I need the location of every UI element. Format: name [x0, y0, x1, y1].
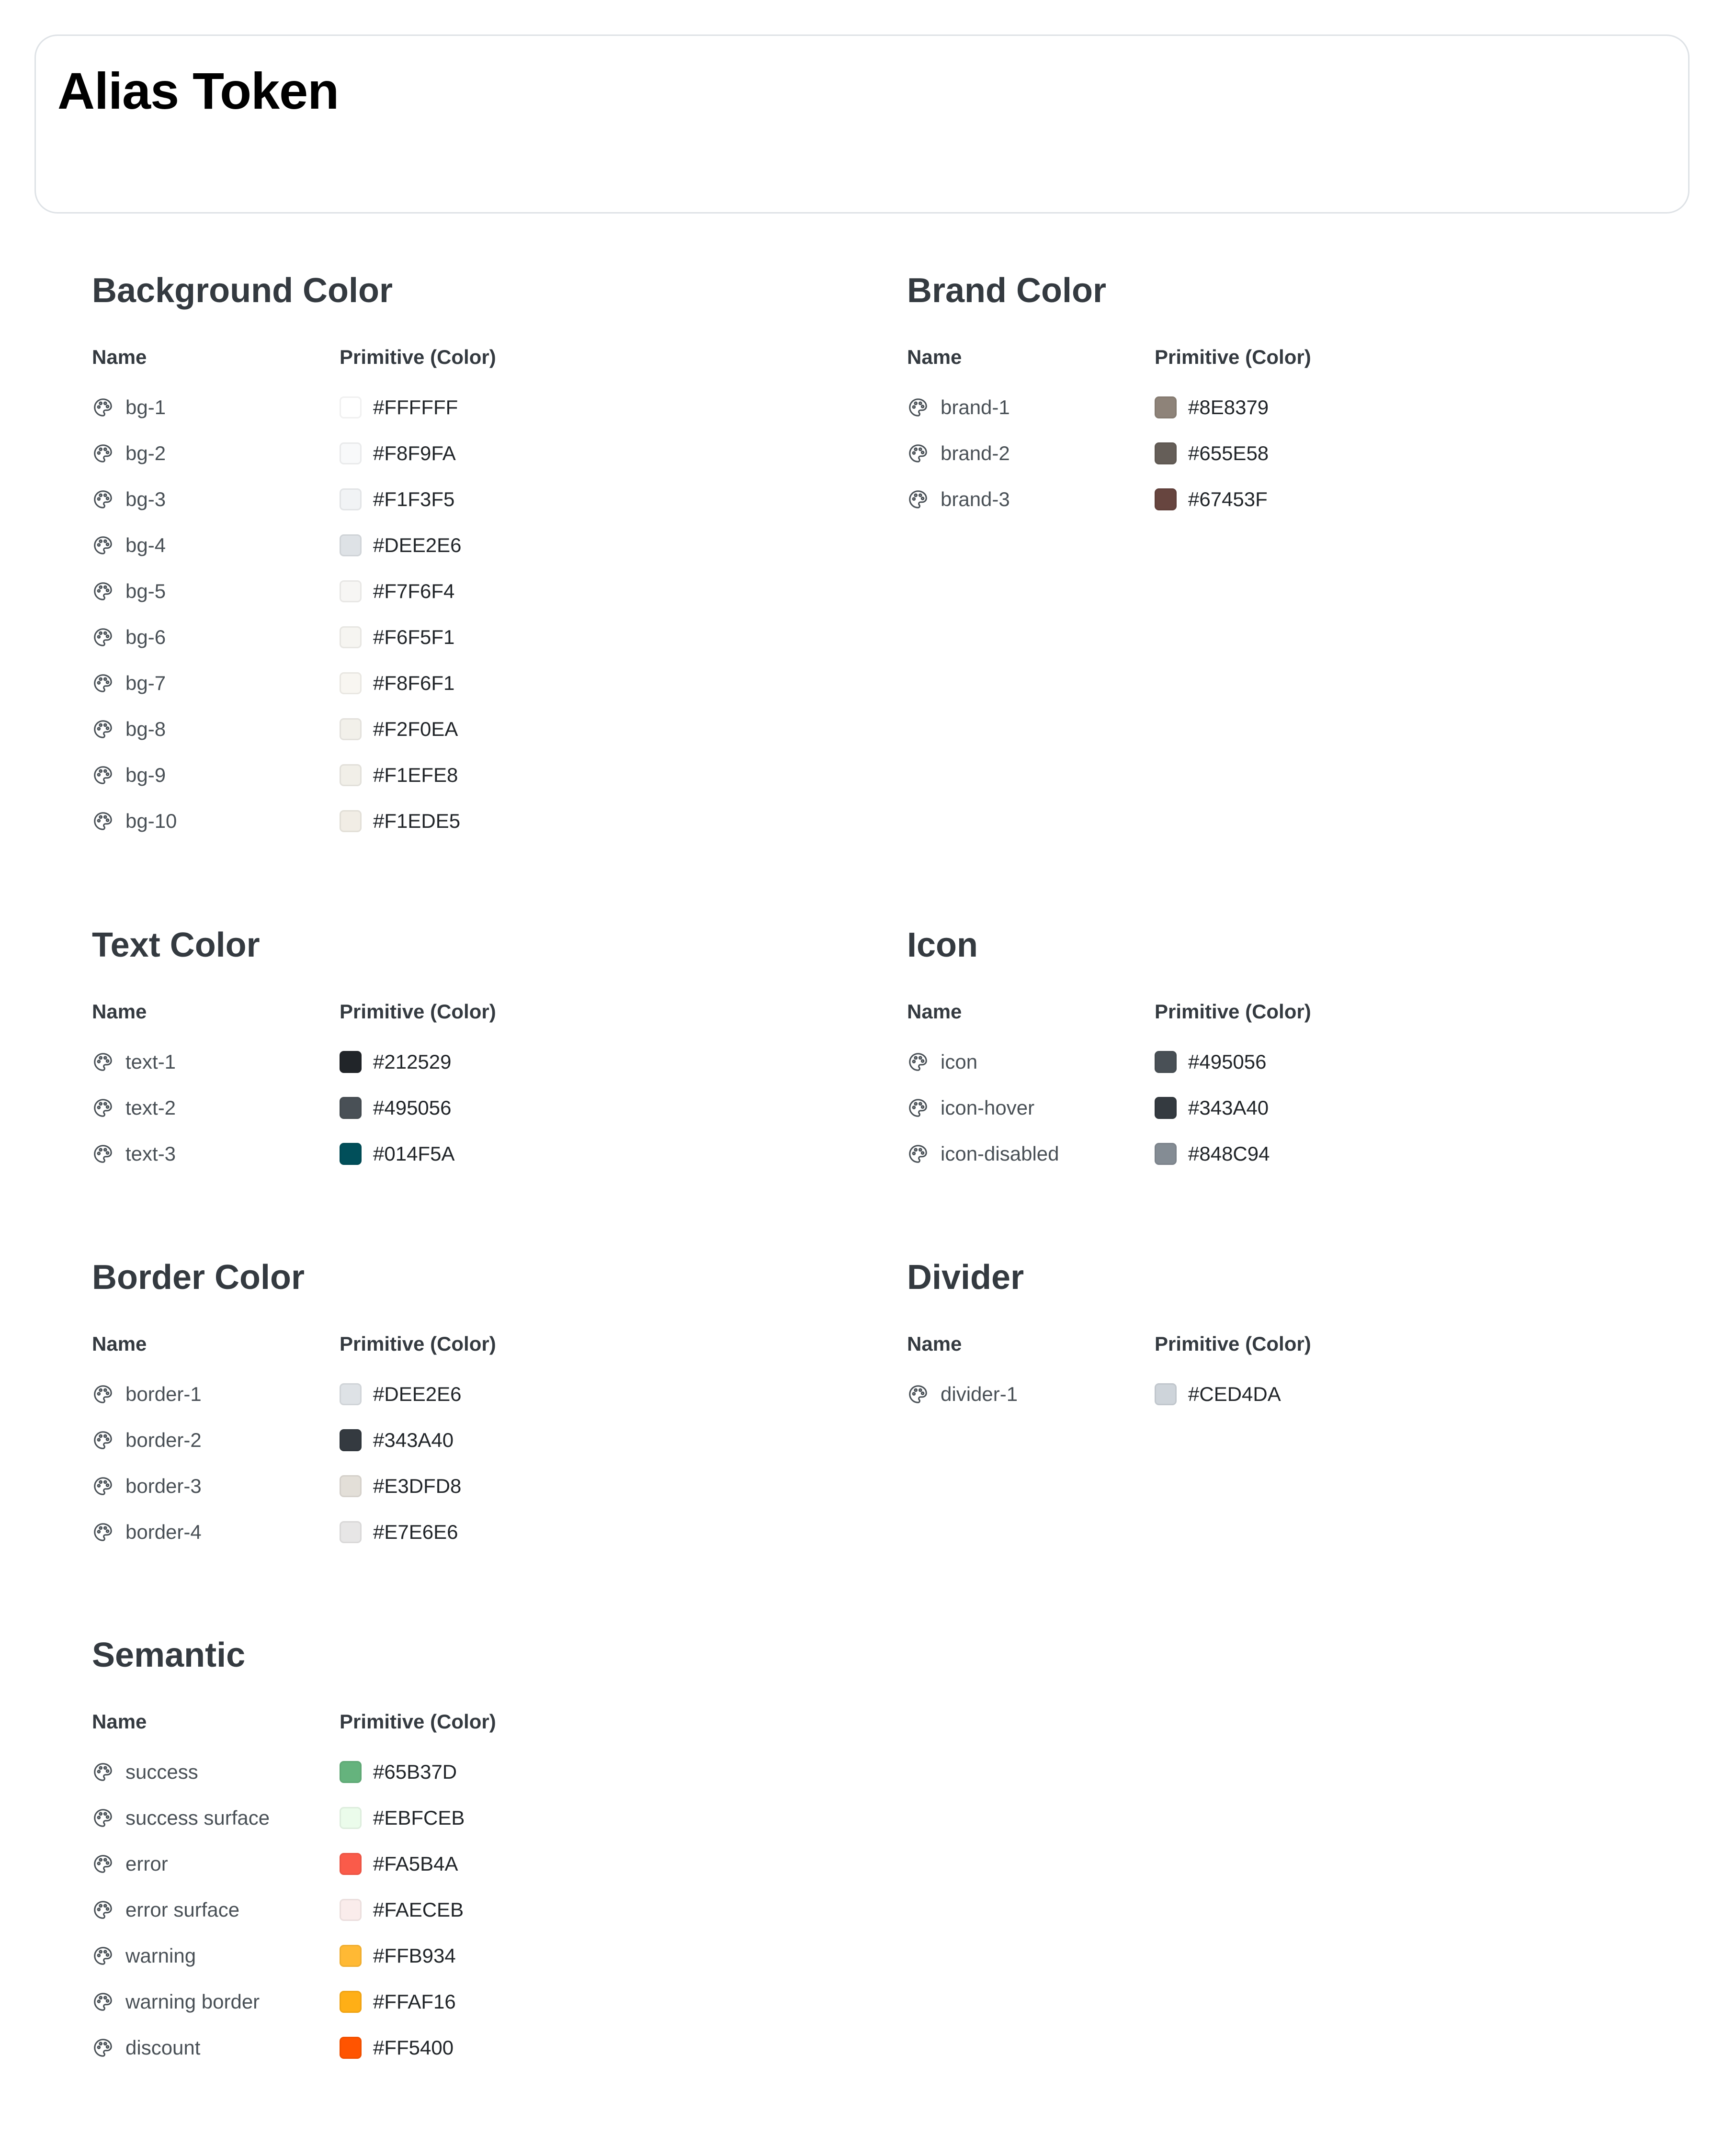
column-header-primitive: Primitive (Color) — [340, 346, 496, 368]
token-name-cell — [92, 1382, 340, 1407]
token-value: #FAECEB — [373, 1898, 464, 1921]
section-title: Semantic — [92, 1636, 246, 1674]
token-value-cell — [340, 1382, 461, 1407]
palette-icon — [92, 810, 114, 832]
color-swatch — [340, 488, 362, 510]
token-name-cell — [907, 395, 1155, 420]
token-row — [92, 660, 810, 706]
section-title: Divider — [907, 1258, 1024, 1297]
token-value: #F1F3F5 — [373, 488, 455, 510]
token-value-cell — [340, 809, 460, 834]
token-value: #655E58 — [1188, 442, 1269, 464]
token-list — [92, 1371, 810, 1555]
token-row — [92, 1131, 810, 1177]
token-row — [92, 568, 810, 614]
token-row — [907, 1039, 1625, 1085]
section-semantic — [92, 1636, 810, 2071]
token-value-cell — [1155, 1050, 1267, 1074]
column-header-primitive: Primitive (Color) — [340, 1710, 496, 1733]
token-name-cell — [907, 487, 1155, 512]
token-row — [92, 522, 810, 568]
token-row — [92, 430, 810, 476]
token-name: success — [125, 1761, 198, 1783]
token-name-cell — [92, 763, 340, 788]
token-value-cell — [340, 1428, 454, 1453]
palette-icon — [907, 488, 929, 510]
column-header-row — [92, 1332, 810, 1356]
token-row — [92, 1749, 810, 1795]
section-title: Background Color — [92, 271, 393, 310]
token-name-cell — [907, 441, 1155, 466]
section-title: Text Color — [92, 926, 260, 964]
palette-icon — [92, 764, 114, 786]
color-swatch — [1155, 442, 1177, 464]
token-name: error — [125, 1852, 168, 1875]
token-value: #FFAF16 — [373, 1990, 456, 2013]
column-header-primitive: Primitive (Color) — [1155, 1332, 1311, 1355]
token-name: bg-2 — [125, 442, 166, 464]
column-header-name: Name — [907, 346, 962, 368]
color-swatch — [340, 1051, 362, 1073]
color-swatch — [340, 1807, 362, 1829]
token-name: brand-3 — [941, 488, 1010, 510]
token-name-cell — [92, 579, 340, 604]
token-value-cell — [340, 1943, 456, 1968]
column-header-row — [92, 1709, 810, 1734]
token-value: #F7F6F4 — [373, 580, 455, 602]
token-value: #DEE2E6 — [373, 1383, 462, 1405]
token-name: brand-2 — [941, 442, 1010, 464]
palette-icon — [92, 1051, 114, 1073]
token-value: #014F5A — [373, 1142, 455, 1165]
token-row — [907, 1371, 1625, 1417]
section-icon — [907, 926, 1625, 1177]
token-value-cell — [1155, 1095, 1269, 1120]
token-value: #495056 — [1188, 1050, 1267, 1073]
token-name-cell — [92, 441, 340, 466]
token-value: #E7E6E6 — [373, 1521, 458, 1543]
color-swatch — [340, 626, 362, 648]
color-swatch — [1155, 1143, 1177, 1165]
column-header-row — [92, 345, 810, 370]
token-value: #FFFFFF — [373, 396, 458, 418]
token-row — [92, 1039, 810, 1085]
section-divider — [907, 1258, 1625, 1417]
token-value: #F8F9FA — [373, 442, 456, 464]
token-name-cell — [92, 809, 340, 834]
token-name-cell — [92, 1851, 340, 1876]
token-value: #F6F5F1 — [373, 626, 455, 648]
token-value-cell — [340, 625, 454, 650]
color-swatch — [340, 1143, 362, 1165]
palette-icon — [92, 1097, 114, 1119]
palette-icon — [92, 396, 114, 418]
token-value-cell — [340, 1141, 454, 1166]
token-value: #212529 — [373, 1050, 452, 1073]
color-swatch — [340, 810, 362, 832]
column-header-row — [907, 1332, 1625, 1356]
token-name-cell — [907, 1050, 1155, 1074]
section-title: Icon — [907, 926, 978, 964]
section-background-color — [92, 271, 810, 844]
token-value: #FA5B4A — [373, 1852, 458, 1875]
token-row — [907, 430, 1625, 476]
token-value: #FF5400 — [373, 2036, 454, 2059]
palette-icon — [907, 1383, 929, 1405]
color-swatch — [340, 1945, 362, 1967]
token-value-cell — [340, 395, 458, 420]
palette-icon — [92, 718, 114, 740]
token-name-cell — [92, 1897, 340, 1922]
token-value-cell — [340, 763, 458, 788]
token-value-cell — [340, 1851, 458, 1876]
palette-icon — [92, 580, 114, 602]
token-row — [92, 1841, 810, 1887]
token-value-cell — [340, 2035, 454, 2060]
color-swatch — [340, 1991, 362, 2013]
column-header-name: Name — [92, 1332, 147, 1355]
token-row — [92, 1933, 810, 1979]
palette-icon — [92, 672, 114, 694]
token-row — [92, 1887, 810, 1933]
token-value: #F2F0EA — [373, 718, 458, 740]
token-name-cell — [92, 1520, 340, 1545]
palette-icon — [92, 1383, 114, 1405]
column-header-primitive: Primitive (Color) — [340, 1332, 496, 1355]
token-row — [907, 384, 1625, 430]
column-header-name: Name — [92, 1000, 147, 1023]
token-row — [92, 614, 810, 660]
palette-icon — [907, 396, 929, 418]
column-header-name: Name — [92, 346, 147, 368]
token-name: bg-3 — [125, 488, 166, 510]
token-value-cell — [340, 671, 454, 696]
token-value: #67453F — [1188, 488, 1268, 510]
color-swatch — [1155, 1383, 1177, 1405]
color-swatch — [340, 396, 362, 418]
color-swatch — [340, 580, 362, 602]
column-header-row — [907, 345, 1625, 370]
color-swatch — [340, 1475, 362, 1497]
column-header-primitive: Primitive (Color) — [1155, 346, 1311, 368]
token-name: text-2 — [125, 1096, 176, 1119]
token-value-cell — [340, 1095, 452, 1120]
token-row — [92, 476, 810, 522]
palette-icon — [92, 626, 114, 648]
token-row — [92, 706, 810, 752]
palette-icon — [92, 1899, 114, 1921]
token-name: bg-9 — [125, 764, 166, 786]
column-header-primitive: Primitive (Color) — [1155, 1000, 1311, 1023]
token-name: text-1 — [125, 1050, 176, 1073]
token-row — [907, 1131, 1625, 1177]
palette-icon — [92, 1853, 114, 1875]
token-row — [92, 798, 810, 844]
page-title: Alias Token — [57, 62, 339, 120]
token-name-cell — [92, 1760, 340, 1784]
token-value: #343A40 — [1188, 1096, 1269, 1119]
token-value-cell — [340, 1474, 461, 1499]
token-row — [92, 384, 810, 430]
token-list — [92, 1749, 810, 2071]
token-name: border-4 — [125, 1521, 202, 1543]
token-name: icon — [941, 1050, 978, 1073]
token-value-cell — [340, 441, 456, 466]
color-swatch — [340, 1521, 362, 1543]
palette-icon — [92, 1807, 114, 1829]
color-swatch — [340, 2037, 362, 2059]
color-swatch — [340, 1097, 362, 1119]
token-name: warning — [125, 1944, 196, 1967]
token-value: #8E8379 — [1188, 396, 1269, 418]
token-name-cell — [92, 395, 340, 420]
color-swatch — [340, 534, 362, 556]
color-swatch — [1155, 396, 1177, 418]
token-value: #343A40 — [373, 1429, 454, 1451]
palette-icon — [92, 1521, 114, 1543]
token-value-cell — [340, 1760, 457, 1784]
token-value-cell — [1155, 441, 1269, 466]
token-value-cell — [340, 579, 454, 604]
color-swatch — [340, 1899, 362, 1921]
token-name-cell — [92, 671, 340, 696]
palette-icon — [92, 1143, 114, 1165]
token-name: icon-hover — [941, 1096, 1035, 1119]
section-border-color — [92, 1258, 810, 1555]
token-value: #FFB934 — [373, 1944, 456, 1967]
token-value-cell — [1155, 1382, 1281, 1407]
token-value-cell — [340, 1806, 465, 1830]
token-name: bg-4 — [125, 534, 166, 556]
color-swatch — [1155, 488, 1177, 510]
token-name-cell — [907, 1382, 1155, 1407]
token-name: border-3 — [125, 1475, 202, 1497]
palette-icon — [907, 1143, 929, 1165]
column-header-row — [907, 999, 1625, 1024]
token-name: divider-1 — [941, 1383, 1018, 1405]
token-name-cell — [907, 1141, 1155, 1166]
token-name-cell — [92, 625, 340, 650]
token-value-cell — [340, 533, 461, 558]
token-value: #F1EFE8 — [373, 764, 458, 786]
color-swatch — [340, 442, 362, 464]
token-row — [92, 1371, 810, 1417]
token-value-cell — [340, 717, 458, 742]
token-value: #F8F6F1 — [373, 672, 455, 694]
token-name: icon-disabled — [941, 1142, 1059, 1165]
token-row — [92, 1085, 810, 1131]
token-value-cell — [340, 487, 454, 512]
section-title: Brand Color — [907, 271, 1107, 310]
token-value: #848C94 — [1188, 1142, 1270, 1165]
token-name-cell — [92, 1095, 340, 1120]
color-swatch — [340, 1853, 362, 1875]
color-swatch — [340, 1761, 362, 1783]
token-value-cell — [1155, 487, 1268, 512]
token-list — [907, 1371, 1625, 1417]
token-row — [92, 1417, 810, 1463]
token-row — [92, 752, 810, 798]
token-value-cell — [1155, 395, 1269, 420]
token-name-cell — [92, 1989, 340, 2014]
token-name-cell — [907, 1095, 1155, 1120]
token-name: bg-6 — [125, 626, 166, 648]
token-name-cell — [92, 487, 340, 512]
token-list — [907, 1039, 1625, 1177]
token-name: warning border — [125, 1990, 260, 2013]
token-name: discount — [125, 2036, 201, 2059]
token-row — [92, 1979, 810, 2025]
token-name: bg-1 — [125, 396, 166, 418]
token-name-cell — [92, 1428, 340, 1453]
token-value: #DEE2E6 — [373, 534, 462, 556]
palette-icon — [907, 1097, 929, 1119]
token-name-cell — [92, 1050, 340, 1074]
token-name-cell — [92, 1806, 340, 1830]
token-name: border-2 — [125, 1429, 202, 1451]
token-name: border-1 — [125, 1383, 202, 1405]
palette-icon — [92, 2037, 114, 2059]
color-swatch — [1155, 1051, 1177, 1073]
palette-icon — [92, 1475, 114, 1497]
section-text-color — [92, 926, 810, 1177]
color-swatch — [340, 718, 362, 740]
palette-icon — [92, 1761, 114, 1783]
token-value: #F1EDE5 — [373, 810, 461, 832]
token-name-cell — [92, 717, 340, 742]
token-name-cell — [92, 1141, 340, 1166]
palette-icon — [907, 1051, 929, 1073]
token-value-cell — [340, 1050, 452, 1074]
token-row — [92, 1463, 810, 1509]
color-swatch — [1155, 1097, 1177, 1119]
section-brand-color — [907, 271, 1625, 522]
column-header-name: Name — [907, 1000, 962, 1023]
column-header-name: Name — [907, 1332, 962, 1355]
column-header-row — [92, 999, 810, 1024]
color-swatch — [340, 672, 362, 694]
token-name: bg-8 — [125, 718, 166, 740]
token-value: #495056 — [373, 1096, 452, 1119]
palette-icon — [92, 1945, 114, 1967]
token-name: bg-10 — [125, 810, 177, 832]
token-name: bg-7 — [125, 672, 166, 694]
token-row — [907, 1085, 1625, 1131]
token-name: text-3 — [125, 1142, 176, 1165]
token-row — [92, 1795, 810, 1841]
palette-icon — [92, 1991, 114, 2013]
token-list — [92, 384, 810, 844]
token-value-cell — [340, 1897, 464, 1922]
section-title: Border Color — [92, 1258, 305, 1297]
color-swatch — [340, 1429, 362, 1451]
palette-icon — [92, 488, 114, 510]
token-list — [907, 384, 1625, 522]
color-swatch — [340, 1383, 362, 1405]
token-value-cell — [1155, 1141, 1270, 1166]
token-value: #CED4DA — [1188, 1383, 1281, 1405]
token-name-cell — [92, 1474, 340, 1499]
token-row — [92, 2025, 810, 2071]
color-swatch — [340, 764, 362, 786]
palette-icon — [907, 442, 929, 464]
token-name-cell — [92, 1943, 340, 1968]
token-name: brand-1 — [941, 396, 1010, 418]
column-header-name: Name — [92, 1710, 147, 1733]
token-name: success surface — [125, 1806, 270, 1829]
token-row — [92, 1509, 810, 1555]
token-value-cell — [340, 1989, 456, 2014]
token-value-cell — [340, 1520, 458, 1545]
palette-icon — [92, 442, 114, 464]
palette-icon — [92, 534, 114, 556]
token-value: #EBFCEB — [373, 1806, 465, 1829]
token-value: #E3DFD8 — [373, 1475, 462, 1497]
token-name-cell — [92, 2035, 340, 2060]
palette-icon — [92, 1429, 114, 1451]
token-name: error surface — [125, 1898, 240, 1921]
token-value: #65B37D — [373, 1761, 457, 1783]
column-header-primitive: Primitive (Color) — [340, 1000, 496, 1023]
token-list — [92, 1039, 810, 1177]
token-name: bg-5 — [125, 580, 166, 602]
token-name-cell — [92, 533, 340, 558]
token-row — [907, 476, 1625, 522]
